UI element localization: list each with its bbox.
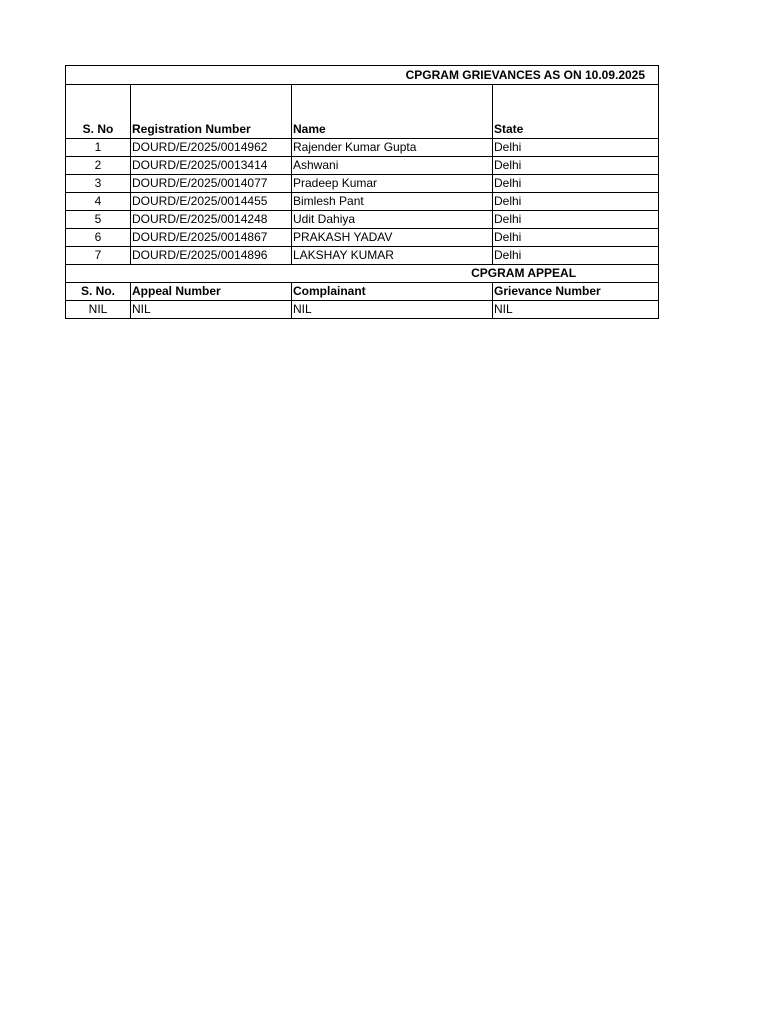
cell-s-no: 4 — [66, 193, 131, 211]
cell-state: Delhi — [493, 175, 659, 193]
cell-s-no: 1 — [66, 139, 131, 157]
header-complainant: Complainant — [292, 283, 493, 301]
cell-s-no: 7 — [66, 247, 131, 265]
grievance-sheet-table — [65, 65, 659, 319]
appeal-header-row — [66, 283, 659, 301]
header-grievance-number: Grievance Number — [493, 283, 659, 301]
cell-state: Delhi — [493, 139, 659, 157]
cell-s-no: 3 — [66, 175, 131, 193]
header-registration-number: Registration Number — [131, 85, 292, 139]
header-appeal-s-no: S. No. — [66, 283, 131, 301]
table-row — [66, 139, 659, 157]
cell-registration-number: DOURD/E/2025/0014896 — [131, 247, 292, 265]
cell-state: Delhi — [493, 229, 659, 247]
table-row — [66, 229, 659, 247]
cell-state: Delhi — [493, 157, 659, 175]
cell-registration-number: DOURD/E/2025/0013414 — [131, 157, 292, 175]
cell-registration-number: DOURD/E/2025/0014077 — [131, 175, 292, 193]
sheet-body — [66, 66, 659, 319]
cell-name: LAKSHAY KUMAR — [292, 247, 493, 265]
grievances-title: CPGRAM GRIEVANCES AS ON 10.09.2025 — [66, 66, 659, 85]
table-row — [66, 211, 659, 229]
cell-s-no: 5 — [66, 211, 131, 229]
cell-state: Delhi — [493, 211, 659, 229]
cell-state: Delhi — [493, 247, 659, 265]
grievances-title-row — [66, 66, 659, 85]
cell-name: Bimlesh Pant — [292, 193, 493, 211]
cell-s-no: 6 — [66, 229, 131, 247]
table-row — [66, 247, 659, 265]
cell-name: Ashwani — [292, 157, 493, 175]
table-row — [66, 157, 659, 175]
cell-name: Udit Dahiya — [292, 211, 493, 229]
cell-grievance-number: NIL — [493, 301, 659, 319]
cell-appeal-s-no: NIL — [66, 301, 131, 319]
appeal-title: CPGRAM APPEAL — [66, 265, 659, 283]
cell-name: Pradeep Kumar — [292, 175, 493, 193]
header-state: State — [493, 85, 659, 139]
cell-s-no: 2 — [66, 157, 131, 175]
cell-complainant: NIL — [292, 301, 493, 319]
table-row — [66, 175, 659, 193]
cell-name: Rajender Kumar Gupta — [292, 139, 493, 157]
appeal-title-row — [66, 265, 659, 283]
table-row — [66, 301, 659, 319]
table-row — [66, 193, 659, 211]
grievances-header-row — [66, 85, 659, 139]
cell-registration-number: DOURD/E/2025/0014248 — [131, 211, 292, 229]
header-appeal-number: Appeal Number — [131, 283, 292, 301]
cell-registration-number: DOURD/E/2025/0014455 — [131, 193, 292, 211]
cell-appeal-number: NIL — [131, 301, 292, 319]
cell-name: PRAKASH YADAV — [292, 229, 493, 247]
header-name: Name — [292, 85, 493, 139]
header-s-no: S. No — [66, 85, 131, 139]
cell-state: Delhi — [493, 193, 659, 211]
cell-registration-number: DOURD/E/2025/0014962 — [131, 139, 292, 157]
cell-registration-number: DOURD/E/2025/0014867 — [131, 229, 292, 247]
